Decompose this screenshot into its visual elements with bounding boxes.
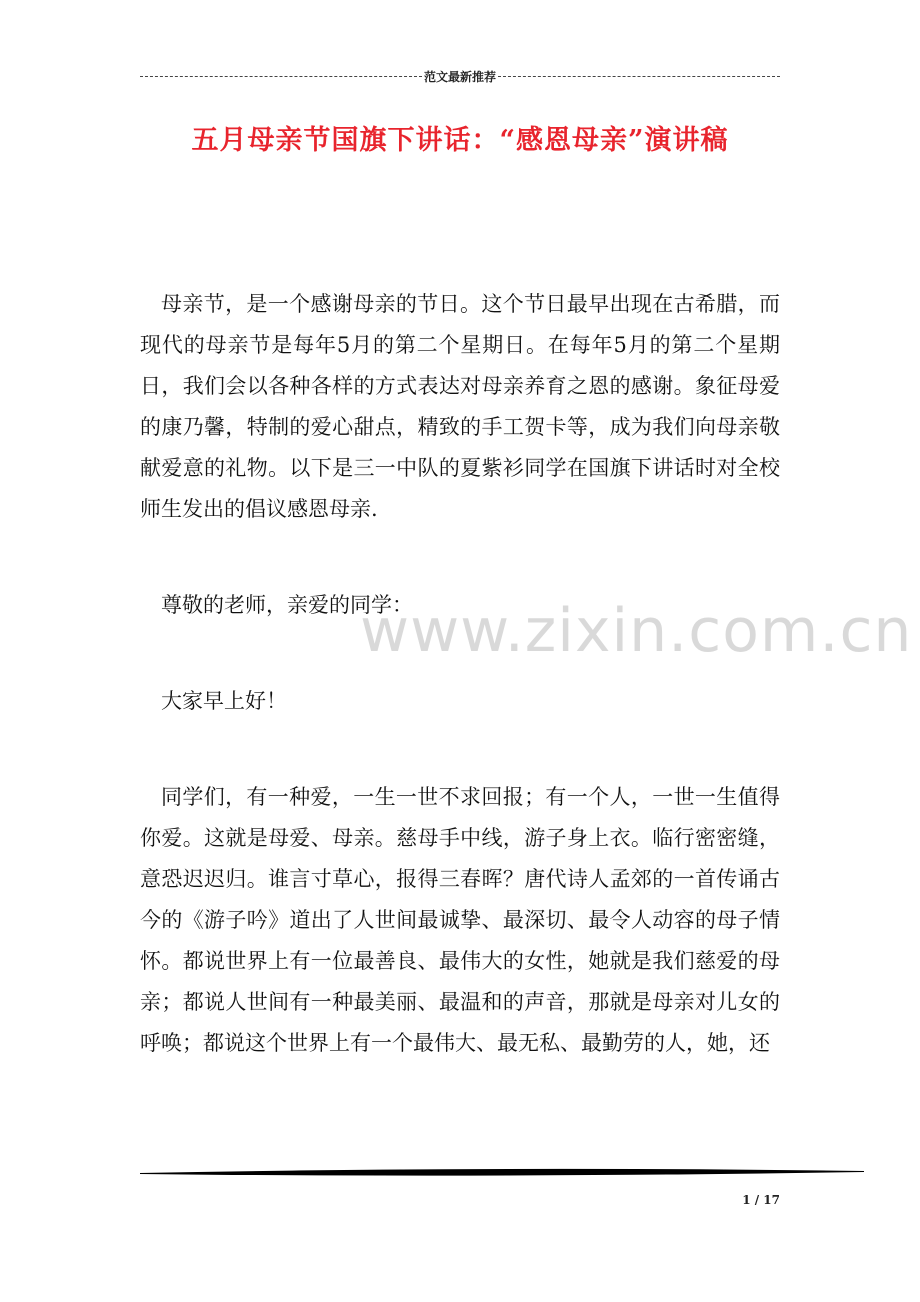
paragraph-salutation: 尊敬的老师，亲爱的同学： [161, 593, 413, 617]
header-dash-left [140, 76, 422, 77]
document-body [140, 284, 780, 1064]
page-header [140, 66, 780, 86]
footer-rule [140, 1164, 864, 1182]
paragraph-intro: 母亲节，是一个感谢母亲的节日。这个节日最早出现在古希腊，而现代的母亲节是每年5月的第二个星期日。在每年5月的第二个星期日，我们会以各种各样的方式表达对母亲养育之恩的感谢。象征母爱的康乃馨，特制的爱心甜点，精致的手工贺卡等，成为我们向母亲敬献爱意的礼物。以下是三一中队的夏紫衫同学在国旗下讲话时对全校师生发出的倡议感恩母亲. [140, 292, 780, 521]
document-title: 五月母亲节国旗下讲话：“感恩母亲”演讲稿 [191, 125, 729, 156]
header-dash-right [498, 76, 780, 77]
watermark: www.zixin.com.cn [360, 596, 913, 666]
page-number: 1 / 17 [742, 1193, 780, 1207]
header-label: 范文最新推荐 [424, 69, 497, 84]
paragraph-greeting: 大家早上好！ [161, 689, 287, 713]
paragraph-speech: 同学们，有一种爱，一生一世不求回报；有一个人，一世一生值得你爱。这就是母爱、母亲。慈母手中线，游子身上衣。临行密密缝，意恐迟迟归。谁言寸草心，报得三春晖？唐代诗人孟郊的一首传诵古今的《游子吟》道出了人世间最诚挚、最深切、最令人动容的母子情怀。都说世界上有一位最善良、最伟大的女性，她就是我们慈爱的母亲；都说人世间有一种最美丽、最温和的声音，那就是母亲对儿女的呼唤；都说这个世界上有一个最伟大、最无私、最勤劳的人，她，还 [140, 785, 780, 1055]
